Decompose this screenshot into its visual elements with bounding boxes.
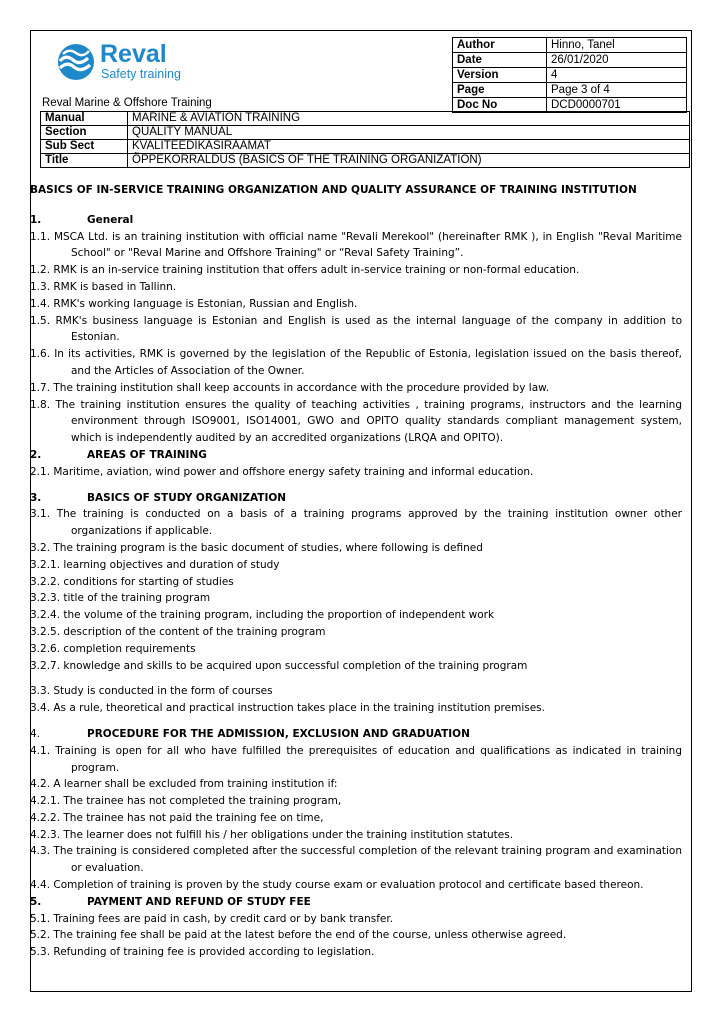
section-title: AREAS OF TRAINING [87, 448, 207, 461]
section-admission-items [30, 743, 682, 894]
clause: 4.3. The training is considered completed after the successful completion of the relevant training program and examination or evaluation. [30, 845, 682, 875]
document-title: BASICS OF IN-SERVICE TRAINING ORGANIZATION AND QUALITY ASSURANCE OF TRAINING INSTITUTION [30, 184, 637, 196]
reval-logo [54, 37, 214, 87]
clause: 1.3. RMK is based in Tallinn. [30, 280, 177, 293]
meta-value: Hinno, Tanel [547, 38, 687, 53]
clause: 1.1. MSCA Ltd. is an training institution with official name "Revali Merekool" (hereinafter RMK ), in English "Reval Maritime School" or "Reval Marine and Offshore Training" or “Reval Safety Training”. [30, 230, 682, 260]
clause: 3.2.6. completion requirements [30, 642, 196, 655]
clause: 1.8. The training institution ensures the quality of teaching activities , training programs, instructors and the learning environment through ISO9001, ISO14001, GWO and OPITO quality standards compliant management system, which is independently audited by an accredited organizations (LRQA and OPITO). [30, 398, 682, 445]
meta-row [453, 83, 687, 98]
meta-row [453, 53, 687, 68]
section-number: 2. [30, 448, 42, 461]
meta-row [453, 38, 687, 53]
document-info-table [40, 111, 690, 168]
clause: 3.2.5. description of the content of the training program [30, 625, 326, 638]
section-study-items [30, 506, 682, 717]
clause: 3.2.2. conditions for starting of studies [30, 575, 234, 588]
clause: 1.4. RMK's working language is Estonian, Russian and English. [30, 297, 358, 310]
clause: 3.4. As a rule, theoretical and practical instruction takes place in the training institution premises. [30, 702, 545, 715]
meta-key: Page [453, 83, 547, 98]
document-meta-table [452, 37, 687, 113]
info-value: KVALITEEDIKÄSIRAAMAT [128, 140, 690, 154]
clause: 3.2.1. learning objectives and duration of study [30, 558, 280, 571]
section-title: BASICS OF STUDY ORGANIZATION [87, 491, 287, 504]
clause: 4.4. Completion of training is proven by the study course exam or evaluation protocol and certificate based thereon. [30, 879, 644, 892]
meta-value: DCD0000701 [547, 98, 687, 113]
section-title: PROCEDURE FOR THE ADMISSION, EXCLUSION AND GRADUATION [87, 727, 470, 740]
clause: 1.2. RMK is an in-service training institution that offers adult in-service training or non-formal education. [30, 264, 580, 277]
clause: 4.1. Training is open for all who have fulfilled the prerequisites of education and qualifications as indicated in training program. [30, 744, 682, 774]
info-value: MARINE & AVIATION TRAINING [128, 112, 690, 126]
section-title: PAYMENT AND REFUND OF STUDY FEE [87, 895, 311, 908]
clause: 1.6. In its activities, RMK is governed by the legislation of the Republic of Estonia, legislation issued on the basis thereof, and the Articles of Association of the Owner. [30, 348, 682, 377]
section-areas-items [30, 464, 682, 481]
info-row [41, 154, 690, 168]
logo-tagline-text: Safety training [101, 67, 181, 81]
clause: 4.2.1. The trainee has not completed the training program, [30, 795, 342, 808]
logo-brand-text: Reval [100, 40, 167, 68]
info-key: Sub Sect [41, 140, 128, 154]
clause: 5.3. Refunding of training fee is provided according to legislation. [30, 946, 375, 959]
section-payment-items [30, 911, 682, 961]
section-heading [30, 894, 682, 911]
wave-logo-icon [54, 37, 214, 87]
clause: 1.5. RMK's business language is Estonian and English is used as the internal language of the company in addition to Estonian. [30, 314, 682, 344]
info-key: Manual [41, 112, 128, 126]
info-row [41, 140, 690, 154]
meta-key: Doc No [453, 98, 547, 113]
meta-value: Page 3 of 4 [547, 83, 687, 98]
info-key: Section [41, 126, 128, 140]
clause: 4.2. A learner shall be excluded from training institution if: [30, 778, 338, 791]
section-number: 5. [30, 895, 42, 908]
meta-value: 4 [547, 68, 687, 83]
info-value: ÕPPEKORRALDUS (BASICS OF THE TRAINING ORGANIZATION) [128, 154, 690, 168]
clause: 3.2.3. title of the training program [30, 592, 211, 605]
meta-value: 26/01/2020 [547, 53, 687, 68]
section-number: 4. [30, 727, 41, 740]
section-number: 1. [30, 213, 42, 226]
clause: 3.3. Study is conducted in the form of courses [30, 685, 273, 698]
meta-key: Author [453, 38, 547, 53]
section-title: General [87, 213, 134, 226]
clause: 3.2. The training program is the basic document of studies, where following is defined [30, 541, 483, 554]
info-row [41, 112, 690, 126]
company-name: Reval Marine & Offshore Training [42, 97, 212, 109]
meta-key: Date [453, 53, 547, 68]
info-row [41, 126, 690, 140]
clause: 1.7. The training institution shall keep accounts in accordance with the procedure provided by law. [30, 381, 550, 394]
info-key: Title [41, 154, 128, 168]
info-value: QUALITY MANUAL [128, 126, 690, 140]
clause: 2.1. Maritime, aviation, wind power and offshore energy safety training and informal education. [30, 465, 534, 478]
clause: 4.2.2. The trainee has not paid the training fee on time, [30, 811, 324, 824]
clause: 3.1. The training is conducted on a basis of a training programs approved by the training institution owner other organizations if applicable. [30, 508, 682, 538]
clause: 4.2.3. The learner does not fulfill his / her obligations under the training institution statutes. [30, 828, 514, 841]
section-heading [30, 726, 682, 743]
section-heading [30, 490, 682, 507]
meta-key: Version [453, 68, 547, 83]
section-heading [30, 212, 682, 229]
document-body [30, 182, 682, 961]
section-heading [30, 447, 682, 464]
section-general-items [30, 229, 682, 447]
clause: 5.2. The training fee shall be paid at the latest before the end of the course, unless otherwise agreed. [30, 929, 567, 942]
clause: 5.1. Training fees are paid in cash, by credit card or by bank transfer. [30, 912, 394, 925]
clause: 3.2.7. knowledge and skills to be acquired upon successful completion of the training program [30, 659, 528, 672]
clause: 3.2.4. the volume of the training program, including the proportion of independent work [30, 609, 495, 622]
section-number: 3. [30, 491, 42, 504]
meta-row [453, 68, 687, 83]
